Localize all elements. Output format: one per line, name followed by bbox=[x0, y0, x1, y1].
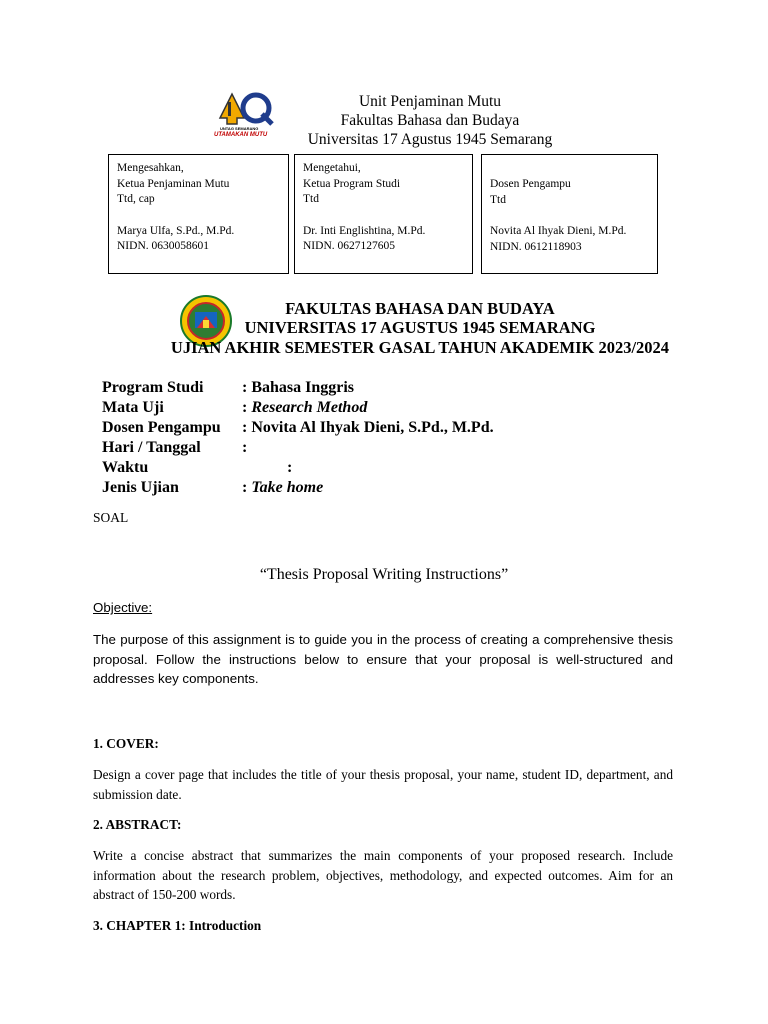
signature-box-quality bbox=[108, 154, 289, 274]
sig-nidn: NIDN. 0627127605 bbox=[303, 240, 395, 252]
sig-line: Ketua Penjaminan Mutu bbox=[117, 177, 230, 190]
info-label: Waktu bbox=[102, 459, 149, 476]
info-jenis-ujian bbox=[102, 478, 323, 498]
sig-line: Ketua Program Studi bbox=[303, 177, 401, 190]
section-heading-cover: 1. COVER: bbox=[93, 736, 159, 751]
sig-line: Mengetahui, bbox=[303, 162, 361, 174]
objective-text: The purpose of this assignment is to guide you in the process of creating a comprehensive thesis proposal. Follow the instructions below to ensure that your proposal is well-structured and addresses key components. bbox=[93, 632, 673, 686]
info-program-studi bbox=[102, 378, 354, 398]
faculty-name: FAKULTAS BAHASA DAN BUDAYA bbox=[285, 299, 555, 318]
section-text-cover: Design a cover page that includes the title of your thesis proposal, your name, student ID, department, and submission date. bbox=[93, 767, 673, 802]
info-colon: : bbox=[242, 479, 252, 496]
sig-line: Ttd bbox=[490, 193, 506, 206]
info-colon: : bbox=[242, 399, 252, 416]
section-text-abstract: Write a concise abstract that summarizes the main components of your proposed research. Include information about the research problem, objectives, methodology, and expected outcomes. Aim for an abstract of 150-200 words. bbox=[93, 848, 673, 902]
sig-nidn: NIDN. 0630058601 bbox=[117, 240, 209, 252]
upm-line-3: Universitas 17 Agustus 1945 Semarang bbox=[307, 131, 553, 148]
sig-line: Ttd, cap bbox=[117, 193, 155, 205]
sig-name: Dr. Inti Englishtina, M.Pd. bbox=[303, 224, 426, 237]
sig-name: Marya Ulfa, S.Pd., M.Pd. bbox=[117, 224, 235, 237]
sig-line: Dosen Pengampu bbox=[490, 178, 571, 190]
sig-name: Novita Al Ihyak Dieni, M.Pd. bbox=[490, 225, 627, 237]
university-name: UNIVERSITAS 17 AGUSTUS 1945 SEMARANG bbox=[244, 318, 596, 337]
info-mata-uji bbox=[102, 398, 367, 418]
sig-line: Mengesahkan, bbox=[117, 162, 184, 174]
doc-title: “Thesis Proposal Writing Instructions” bbox=[259, 566, 509, 583]
info-value: Take home bbox=[251, 479, 324, 496]
info-dosen bbox=[102, 418, 494, 438]
sig-nidn: NIDN. 0612118903 bbox=[490, 240, 582, 253]
info-label: Jenis Ujian bbox=[102, 479, 179, 496]
info-value: : Novita Al Ihyak Dieni, S.Pd., M.Pd. bbox=[242, 419, 494, 436]
upm-logo-caption-bottom: UTAMAKAN MUTU bbox=[214, 132, 268, 138]
section-heading-chapter1: 3. CHAPTER 1: Introduction bbox=[93, 918, 262, 933]
section-heading-abstract: 2. ABSTRACT: bbox=[93, 817, 182, 832]
info-label: Dosen Pengampu bbox=[102, 419, 221, 436]
sig-line: Ttd bbox=[303, 193, 319, 205]
upm-line-1: Unit Penjaminan Mutu bbox=[358, 93, 502, 110]
exam-title: UJIAN AKHIR SEMESTER GASAL TAHUN AKADEMIK 2023/2024 bbox=[170, 338, 670, 357]
signature-box-program bbox=[294, 154, 473, 274]
info-hari-tanggal bbox=[102, 438, 247, 458]
info-waktu bbox=[102, 458, 292, 478]
signature-box-lecturer bbox=[481, 154, 658, 274]
info-value: Research Method bbox=[251, 399, 368, 416]
info-value: : bbox=[242, 439, 248, 456]
info-label: Program Studi bbox=[102, 379, 204, 396]
info-label: Hari / Tanggal bbox=[102, 439, 201, 456]
upm-logo-caption-top: UNTAG SEMARANG bbox=[220, 126, 259, 131]
info-value: : Bahasa Inggris bbox=[242, 379, 355, 396]
upm-line-2: Fakultas Bahasa dan Budaya bbox=[340, 112, 520, 129]
upm-title-block bbox=[270, 92, 590, 149]
objective-label: Objective: bbox=[93, 600, 153, 615]
soal-label: SOAL bbox=[93, 510, 129, 525]
info-label: Mata Uji bbox=[102, 399, 164, 416]
info-value: : bbox=[287, 459, 293, 476]
